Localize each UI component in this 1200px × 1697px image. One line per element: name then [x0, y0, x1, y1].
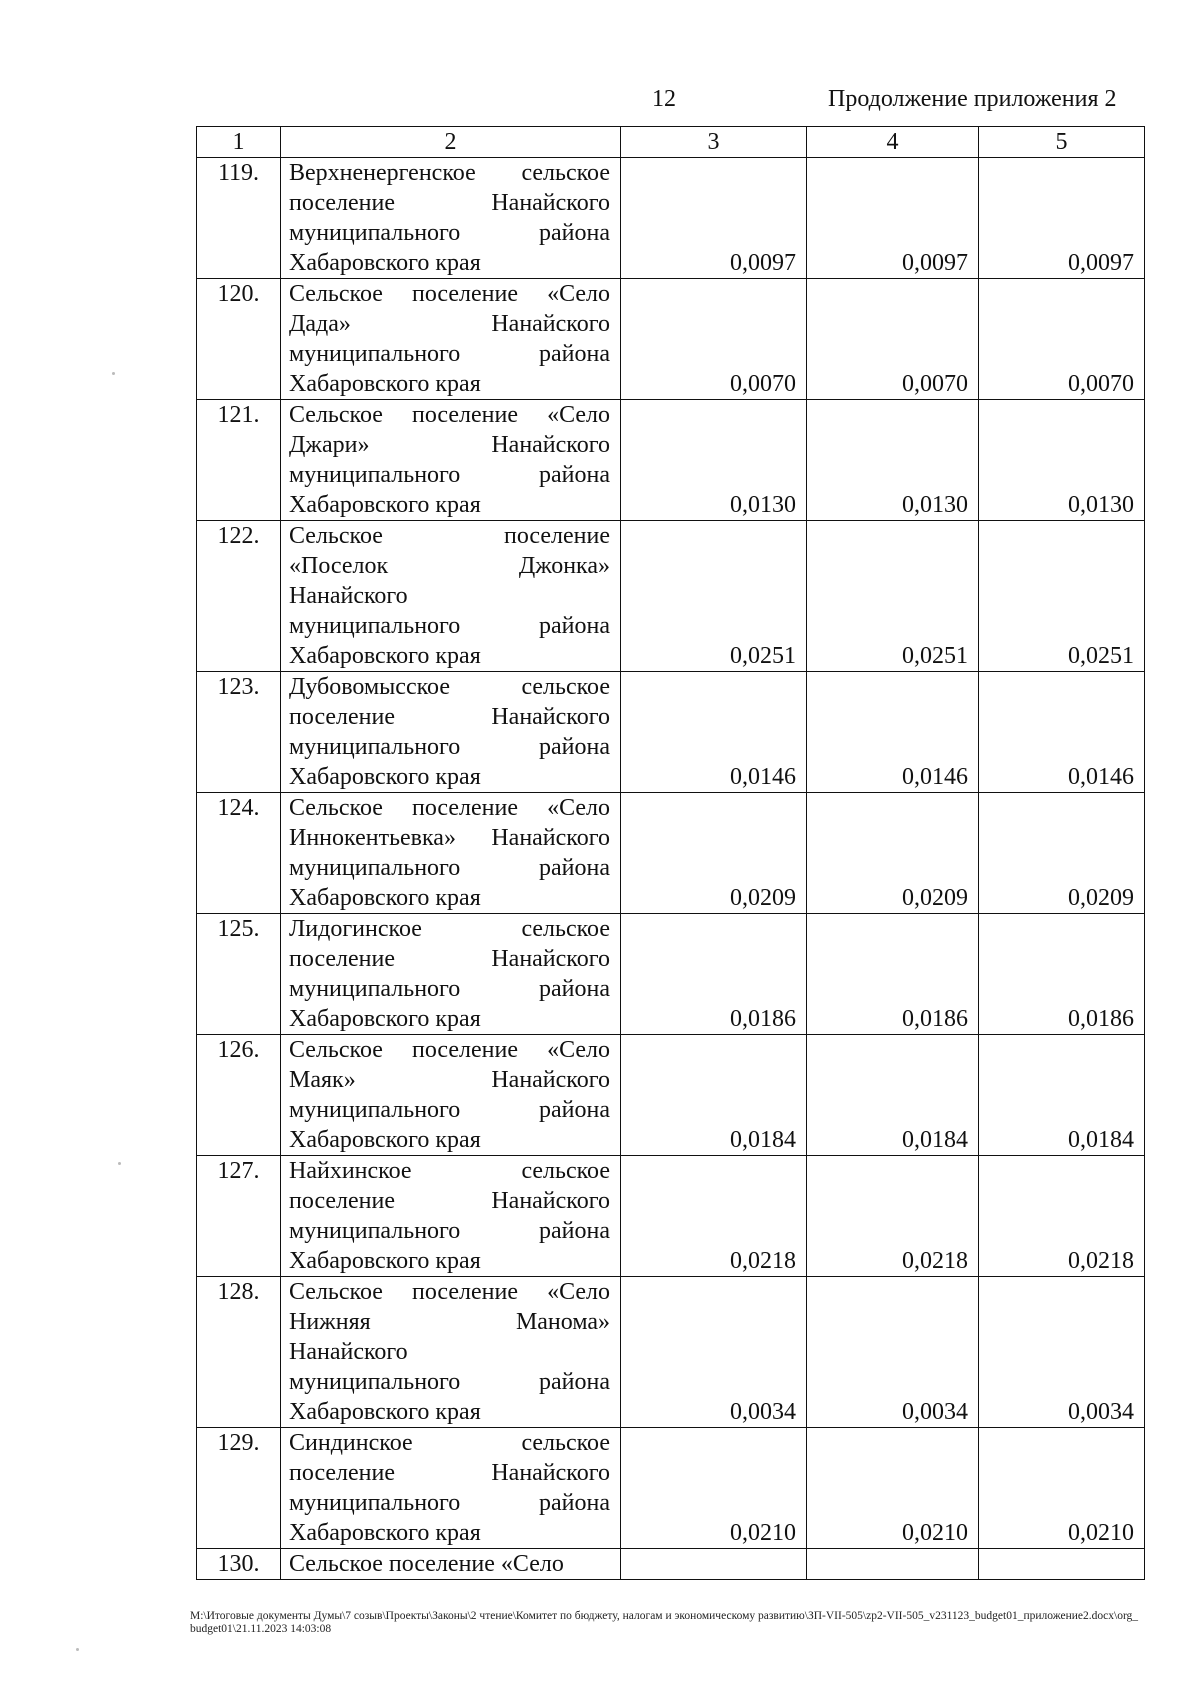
name-line [289, 521, 610, 551]
column-header: 5 [979, 127, 1145, 158]
name-word: поселение [289, 1460, 396, 1486]
name-word: поселение [289, 190, 396, 216]
value-cell-c4: 0,0210 [807, 1428, 979, 1549]
name-line: Хабаровского края [289, 764, 481, 790]
name-line [289, 853, 610, 883]
value-cell-c5: 0,0251 [979, 521, 1145, 672]
name-word: «Село [547, 402, 610, 428]
value-cell-c3: 0,0097 [621, 158, 807, 279]
name-line [289, 672, 610, 702]
name-word: поселение [411, 795, 518, 821]
column-header: 2 [281, 127, 621, 158]
name-word: района [539, 1490, 610, 1516]
name-line [289, 551, 610, 581]
name-word: муниципального [289, 462, 461, 488]
municipality-name-cell [281, 672, 621, 793]
name-line [289, 460, 610, 490]
name-word: Сельское [289, 1279, 383, 1305]
municipality-name-cell [281, 158, 621, 279]
name-word: поселение [411, 281, 518, 307]
value-cell-c3: 0,0218 [621, 1156, 807, 1277]
name-line: Хабаровского края [289, 1248, 481, 1274]
table-header-row [197, 127, 1145, 158]
name-word: муниципального [289, 734, 461, 760]
name-word: района [539, 1369, 610, 1395]
value-cell-c3: 0,0210 [621, 1428, 807, 1549]
value-cell-c4: 0,0218 [807, 1156, 979, 1277]
name-word: Лидогинское [289, 916, 422, 942]
name-line [289, 1095, 610, 1125]
name-word: Маяк» [289, 1067, 356, 1093]
name-word: «Село [547, 795, 610, 821]
name-word: Синдинское [289, 1430, 413, 1456]
row-number-cell: 120. [197, 279, 281, 400]
municipality-name-cell [281, 521, 621, 672]
name-word: сельское [521, 674, 610, 700]
page-number: 12 [652, 86, 676, 112]
name-line [289, 1186, 610, 1216]
name-word: муниципального [289, 1490, 461, 1516]
name-word: муниципального [289, 613, 461, 639]
name-line [289, 1488, 610, 1518]
table-row [197, 793, 1145, 914]
value-cell-c4: 0,0184 [807, 1035, 979, 1156]
name-word: поселение [503, 523, 610, 549]
name-word: муниципального [289, 1218, 461, 1244]
name-line [289, 1367, 610, 1397]
value-cell-c5: 0,0146 [979, 672, 1145, 793]
value-cell-c5: 0,0070 [979, 279, 1145, 400]
table-row [197, 158, 1145, 279]
value-cell-c5: 0,0130 [979, 400, 1145, 521]
name-line [289, 218, 610, 248]
name-word: сельское [521, 916, 610, 942]
name-line [289, 158, 610, 188]
scan-speck [76, 1648, 79, 1651]
value-cell-c3: 0,0184 [621, 1035, 807, 1156]
name-word: муниципального [289, 976, 461, 1002]
name-line: Нанайского [289, 1339, 408, 1365]
row-number-cell: 128. [197, 1277, 281, 1428]
name-word: муниципального [289, 1369, 461, 1395]
column-header: 4 [807, 127, 979, 158]
name-word: района [539, 613, 610, 639]
municipality-name-cell [281, 914, 621, 1035]
value-cell-c5 [979, 1549, 1145, 1580]
name-line: Хабаровского края [289, 1520, 481, 1546]
name-word: района [539, 341, 610, 367]
name-line [289, 823, 610, 853]
municipality-name-cell [281, 279, 621, 400]
name-word: поселение [289, 1188, 396, 1214]
name-word: Нанайского [491, 825, 610, 851]
table-row [197, 1549, 1145, 1580]
name-word: района [539, 1097, 610, 1123]
row-number-cell: 126. [197, 1035, 281, 1156]
name-line [289, 430, 610, 460]
value-cell-c4: 0,0209 [807, 793, 979, 914]
value-cell-c5: 0,0218 [979, 1156, 1145, 1277]
name-line [289, 944, 610, 974]
name-line [289, 1428, 610, 1458]
name-word: Нанайского [491, 190, 610, 216]
name-line [289, 1065, 610, 1095]
name-word: «Поселок [289, 553, 389, 579]
table-row [197, 672, 1145, 793]
name-line [289, 702, 610, 732]
name-word: Сельское [289, 1037, 383, 1063]
municipality-name-cell [281, 1549, 621, 1580]
name-line: Хабаровского края [289, 1399, 481, 1425]
name-word: «Село [547, 1037, 610, 1063]
table-row [197, 279, 1145, 400]
name-word: Верхненергенское [289, 160, 476, 186]
name-word: Сельское [289, 281, 383, 307]
name-line: Хабаровского края [289, 371, 481, 397]
name-line [289, 1307, 610, 1337]
name-word: Нанайского [491, 432, 610, 458]
value-cell-c3: 0,0146 [621, 672, 807, 793]
name-line: Хабаровского края [289, 643, 481, 669]
name-line: Хабаровского края [289, 492, 481, 518]
column-header: 3 [621, 127, 807, 158]
name-word: поселение [289, 704, 396, 730]
name-line: Хабаровского края [289, 1127, 481, 1153]
value-cell-c3: 0,0130 [621, 400, 807, 521]
municipality-name-cell [281, 1035, 621, 1156]
value-cell-c4 [807, 1549, 979, 1580]
name-line [289, 339, 610, 369]
name-line [289, 793, 610, 823]
name-word: Нанайского [491, 311, 610, 337]
municipality-name-cell [281, 1277, 621, 1428]
value-cell-c3: 0,0034 [621, 1277, 807, 1428]
name-line [289, 309, 610, 339]
value-cell-c4: 0,0251 [807, 521, 979, 672]
name-word: сельское [521, 160, 610, 186]
value-cell-c4: 0,0097 [807, 158, 979, 279]
name-line [289, 974, 610, 1004]
name-word: Манома» [515, 1309, 610, 1335]
name-line [289, 914, 610, 944]
name-line [289, 1277, 610, 1307]
name-word: Нанайского [491, 1460, 610, 1486]
name-word: района [539, 1218, 610, 1244]
name-word: района [539, 220, 610, 246]
value-cell-c3: 0,0209 [621, 793, 807, 914]
name-word: района [539, 855, 610, 881]
name-word: сельское [521, 1158, 610, 1184]
value-cell-c5: 0,0097 [979, 158, 1145, 279]
allocation-table [196, 126, 1145, 1580]
name-line: Хабаровского края [289, 885, 481, 911]
name-word: Иннокентьевка» [289, 825, 456, 851]
name-word: Сельское [289, 402, 383, 428]
name-word: Нанайского [491, 1188, 610, 1214]
name-word: поселение [411, 1037, 518, 1063]
name-line: Хабаровского края [289, 1006, 481, 1032]
name-line [289, 1458, 610, 1488]
value-cell-c3 [621, 1549, 807, 1580]
row-number-cell: 125. [197, 914, 281, 1035]
row-number-cell: 129. [197, 1428, 281, 1549]
municipality-name-cell [281, 1428, 621, 1549]
name-word: муниципального [289, 1097, 461, 1123]
name-word: района [539, 976, 610, 1002]
row-number-cell: 121. [197, 400, 281, 521]
name-word: Найхинское [289, 1158, 412, 1184]
scan-speck [112, 372, 115, 375]
value-cell-c4: 0,0146 [807, 672, 979, 793]
name-line [289, 1216, 610, 1246]
name-line [289, 1035, 610, 1065]
value-cell-c5: 0,0210 [979, 1428, 1145, 1549]
name-word: сельское [521, 1430, 610, 1456]
table-row [197, 1035, 1145, 1156]
name-word: Дада» [289, 311, 351, 337]
table-row [197, 1277, 1145, 1428]
value-cell-c4: 0,0034 [807, 1277, 979, 1428]
row-number-cell: 124. [197, 793, 281, 914]
value-cell-c4: 0,0070 [807, 279, 979, 400]
name-line: Нанайского [289, 583, 408, 609]
name-word: Сельское [289, 795, 383, 821]
name-word: Нижняя [289, 1309, 371, 1335]
table-row [197, 521, 1145, 672]
value-cell-c5: 0,0034 [979, 1277, 1145, 1428]
name-word: муниципального [289, 855, 461, 881]
row-number-cell: 127. [197, 1156, 281, 1277]
name-word: муниципального [289, 341, 461, 367]
name-line [289, 732, 610, 762]
name-line: Сельское поселение «Село [289, 1551, 564, 1577]
name-word: района [539, 734, 610, 760]
row-number-cell: 123. [197, 672, 281, 793]
table-row [197, 400, 1145, 521]
name-word: муниципального [289, 220, 461, 246]
municipality-name-cell [281, 793, 621, 914]
value-cell-c4: 0,0130 [807, 400, 979, 521]
value-cell-c5: 0,0186 [979, 914, 1145, 1035]
value-cell-c5: 0,0184 [979, 1035, 1145, 1156]
value-cell-c3: 0,0251 [621, 521, 807, 672]
municipality-name-cell [281, 1156, 621, 1277]
name-word: поселение [411, 402, 518, 428]
name-word: «Село [547, 1279, 610, 1305]
scan-speck [118, 1162, 121, 1165]
name-word: Нанайского [491, 1067, 610, 1093]
column-header: 1 [197, 127, 281, 158]
municipality-name-cell [281, 400, 621, 521]
value-cell-c3: 0,0186 [621, 914, 807, 1035]
name-line [289, 188, 610, 218]
name-line: Хабаровского края [289, 250, 481, 276]
name-word: Нанайского [491, 946, 610, 972]
name-line [289, 400, 610, 430]
name-word: района [539, 462, 610, 488]
name-line [289, 1156, 610, 1186]
name-word: Сельское [289, 523, 383, 549]
name-word: Дубовомысское [289, 674, 450, 700]
row-number-cell: 130. [197, 1549, 281, 1580]
appendix-continuation-label: Продолжение приложения 2 [828, 86, 1117, 112]
table-row [197, 914, 1145, 1035]
name-line [289, 279, 610, 309]
table-row [197, 1156, 1145, 1277]
name-line [289, 611, 610, 641]
value-cell-c3: 0,0070 [621, 279, 807, 400]
name-word: Нанайского [491, 704, 610, 730]
name-word: Джонка» [518, 553, 610, 579]
document-file-path: M:\Итоговые документы Думы\7 созыв\Проекты\Законы\2 чтение\Комитет по бюджету, налогам и экономическому развитию\ЗП-VII-505\zp2-VII-505_v231123_budget01_приложение2.docx\org_budget01\21.11.2023 14:03:08 [190, 1610, 1139, 1635]
name-word: поселение [411, 1279, 518, 1305]
value-cell-c5: 0,0209 [979, 793, 1145, 914]
table-row [197, 1428, 1145, 1549]
name-word: Джари» [289, 432, 370, 458]
value-cell-c4: 0,0186 [807, 914, 979, 1035]
row-number-cell: 122. [197, 521, 281, 672]
name-word: поселение [289, 946, 396, 972]
name-word: «Село [547, 281, 610, 307]
row-number-cell: 119. [197, 158, 281, 279]
